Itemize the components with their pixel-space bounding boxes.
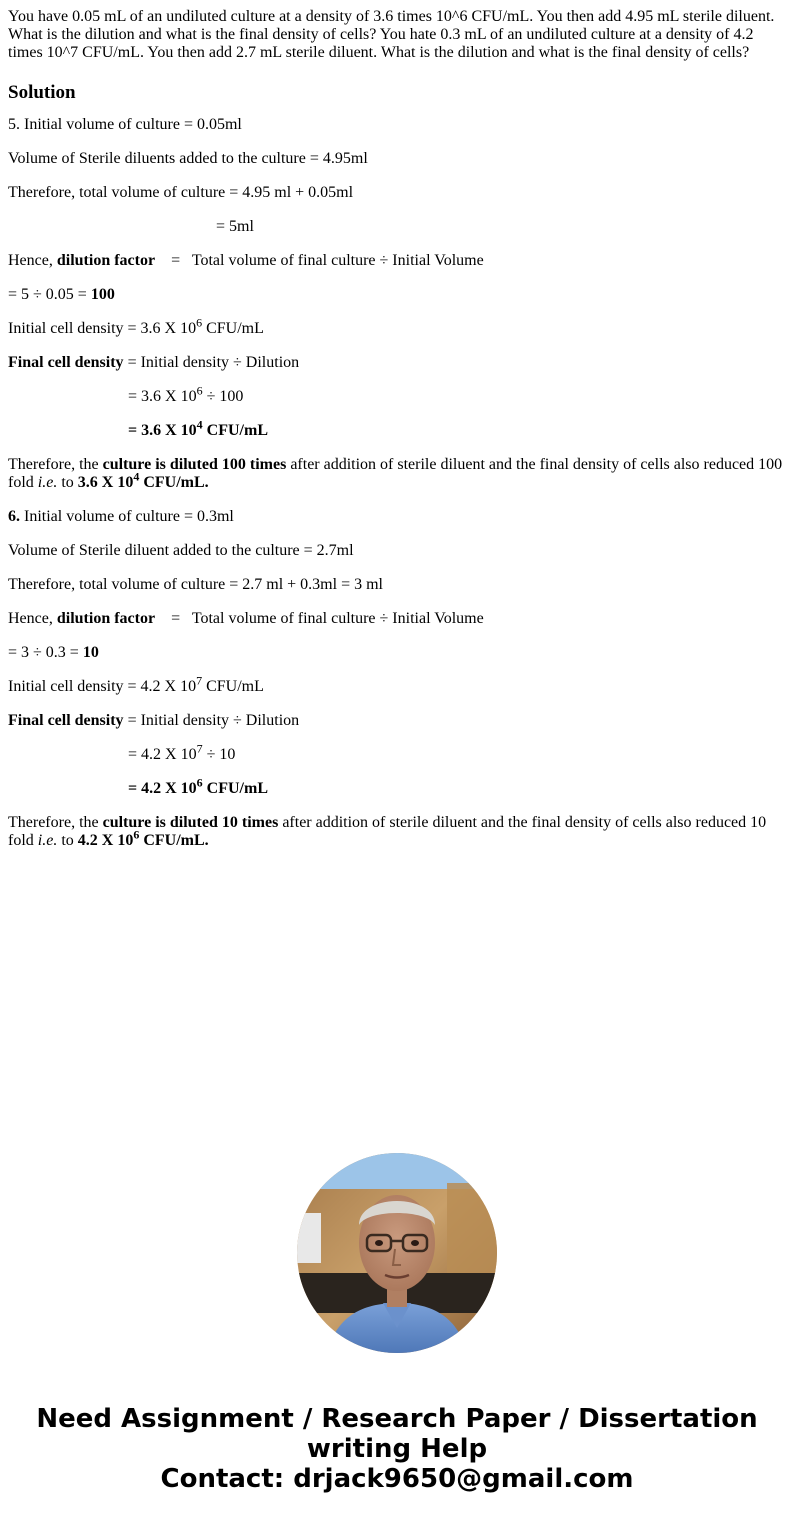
p6-calc2: = 4.2 X $10^6$ CFU/mL <box>128 775 268 797</box>
avatar-portrait-icon <box>297 1153 497 1353</box>
question-text: You have 0.05 mL of an undiluted culture at a density of 3.6 times 10^6 CFU/mL. You then add 4.95 mL sterile diluent. What is the dilution and what is the final density of cells? You hate 0.3 mL of an undiluted culture at a density of 4.2 times 10^7 CFU/mL. You then add 2.7 mL sterile diluent. What is the dilution and what is the final density of cells? <box>8 8 775 61</box>
p6-initial-volume: 6. Initial volume of culture = 0.3ml <box>8 508 234 525</box>
p6-calc1: = 4.2 X $10^7 \div 10$ <box>128 741 236 763</box>
p5-total: Therefore, total volume of culture = 4.95 ml + 0.05ml <box>8 184 354 201</box>
document-body <box>8 8 786 866</box>
p6-final-density: Final cell density = Initial density ÷ Dilution <box>8 712 300 729</box>
p5-calc1: = 3.6 X $10^6 \div 100$ <box>128 383 244 405</box>
footer-email-line[interactable]: Contact: drjack9650@gmail.com <box>160 1464 634 1494</box>
solution-heading: Solution <box>8 82 76 103</box>
p5-df-calc: = 5 ÷ 0.05 = 100 <box>8 286 115 303</box>
p5-conclusion: Therefore, the culture is diluted 100 times after addition of sterile diluent and the final density of cells also reduced 100 fold i.e. to 3.6 X $10^4$ CFU/mL. <box>8 456 783 491</box>
p6-total: Therefore, total volume of culture = 2.7 ml + 0.3ml = 3 ml <box>8 576 383 593</box>
p5-initial-volume: 5. Initial volume of culture = 0.05ml <box>8 116 242 133</box>
footer-contact <box>0 1404 794 1494</box>
p6-initial-density: Initial cell density = 4.2 X $10^7$ CFU/mL <box>8 673 264 695</box>
p5-initial-density: Initial cell density = 3.6 X $10^6$ CFU/mL <box>8 315 264 337</box>
p5-final-density: Final cell density = Initial density ÷ Dilution <box>8 354 300 371</box>
avatar <box>297 1153 497 1353</box>
p5-total-result: = 5ml <box>216 218 254 235</box>
p6-dilution-factor: Hence, dilution factor = Total volume of final culture ÷ Initial Volume <box>8 610 484 627</box>
p6-conclusion: Therefore, the culture is diluted 10 times after addition of sterile diluent and the final density of cells also reduced 10 fold i.e. to 4.2 X $10^6$ CFU/mL. <box>8 814 767 849</box>
p5-dilution-factor: Hence, dilution factor = Total volume of final culture ÷ Initial Volume <box>8 252 484 269</box>
p6-diluent: Volume of Sterile diluent added to the culture = 2.7ml <box>8 542 354 559</box>
p5-diluent: Volume of Sterile diluents added to the culture = 4.95ml <box>8 150 368 167</box>
p6-df-calc: = 3 ÷ 0.3 = 10 <box>8 644 99 661</box>
p5-calc2: = 3.6 X $10^4$ CFU/mL <box>128 417 268 439</box>
footer-help-line: Need Assignment / Research Paper / Dissertation writing Help <box>36 1404 758 1464</box>
